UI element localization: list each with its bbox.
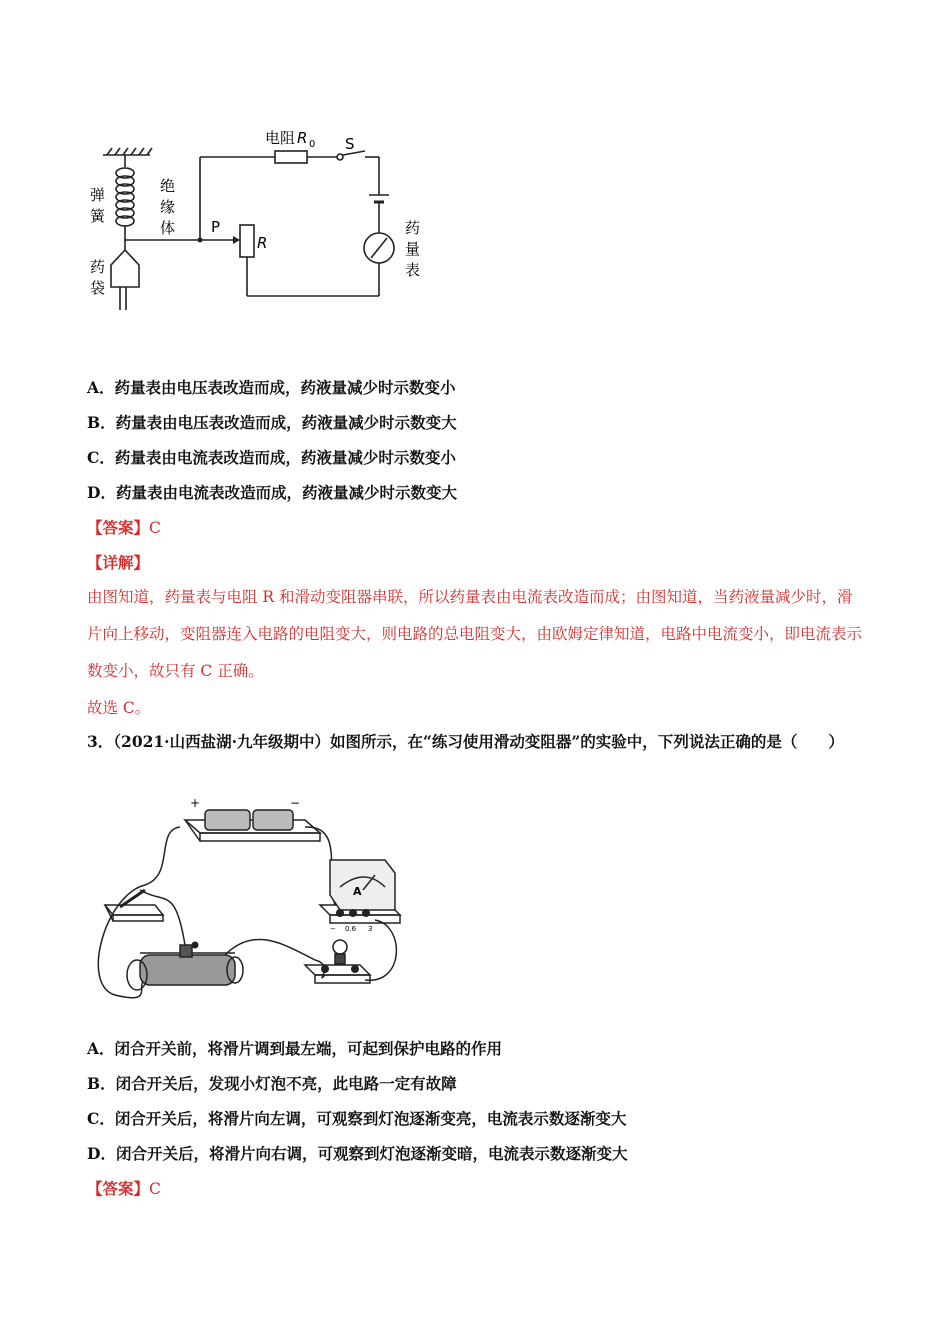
- battery-minus: −: [290, 796, 301, 810]
- q2-conclusion: 故选 C。: [87, 699, 151, 717]
- p-label: P: [211, 218, 221, 236]
- q2-option-b: B．药量表由电压表改造而成，药液量减少时示数变大: [87, 413, 457, 432]
- q3-option-b: B．闭合开关后，发现小灯泡不亮，此电路一定有故障: [87, 1074, 457, 1093]
- spring-label-2: 簧: [90, 207, 106, 225]
- meter-label-3: 表: [405, 261, 421, 279]
- q2-detail-label: 【详解】: [87, 553, 150, 572]
- insulator-label-3: 体: [160, 219, 176, 237]
- spring-label-1: 弹: [90, 186, 106, 204]
- ammeter-terminal-3: 3: [368, 925, 373, 933]
- apparatus-figure: [85, 795, 415, 1015]
- q2-option-c: C．药量表由电流表改造而成，药液量减少时示数变小: [87, 448, 456, 467]
- q2-explanation: 由图知道，药量表与电阻 R 和滑动变阻器串联，所以药量表由电流表改造而成；由图知道，当药液量减少时，滑片向上移动，变阻器连入电路的电阻变大，则电路的总电阻变大，由欧姆定律知道，电路中电流变小，即电流表示数变小，故只有 C 正确。: [87, 588, 863, 680]
- switch-label: S: [345, 135, 355, 153]
- q2-option-d: D．药量表由电流表改造而成，药液量减少时示数变大: [87, 483, 457, 502]
- circuit-diagram: [85, 115, 445, 325]
- q2-option-a: A．药量表由电压表改造而成，药液量减少时示数变小: [87, 378, 456, 397]
- meter-label-2: 量: [405, 240, 421, 258]
- battery-plus: +: [190, 796, 201, 810]
- ammeter-label: A: [353, 885, 362, 898]
- r0-subscript: 0: [309, 139, 316, 150]
- ammeter-terminal-neg: −: [330, 925, 336, 933]
- ammeter-terminal-06: 0.6: [345, 925, 357, 933]
- q2-answer: 【答案】C: [87, 518, 161, 537]
- q3-option-d: D．闭合开关后，将滑片向右调，可观察到灯泡逐渐变暗，电流表示数逐渐变大: [87, 1144, 628, 1163]
- resistor-label: 电阻: [265, 129, 296, 147]
- insulator-label-1: 绝: [160, 177, 176, 195]
- r-label: R: [257, 234, 268, 252]
- q3-answer: 【答案】C: [87, 1179, 161, 1198]
- q3-option-a: A．闭合开关前，将滑片调到最左端，可起到保护电路的作用: [87, 1039, 503, 1058]
- bag-label-1: 药: [90, 258, 106, 276]
- bag-label-2: 袋: [90, 279, 106, 297]
- insulator-label-2: 缘: [160, 198, 176, 216]
- q3-option-c: C．闭合开关后，将滑片向左调，可观察到灯泡逐渐变亮，电流表示数逐渐变大: [87, 1109, 627, 1128]
- meter-label-1: 药: [405, 219, 421, 237]
- q3-stem: 3．（2021·山西盐湖·九年级期中）如图所示，在“练习使用滑动变阻器”的实验中，下列说法正确的是（ ）: [87, 732, 844, 751]
- r0-symbol: R: [297, 129, 308, 147]
